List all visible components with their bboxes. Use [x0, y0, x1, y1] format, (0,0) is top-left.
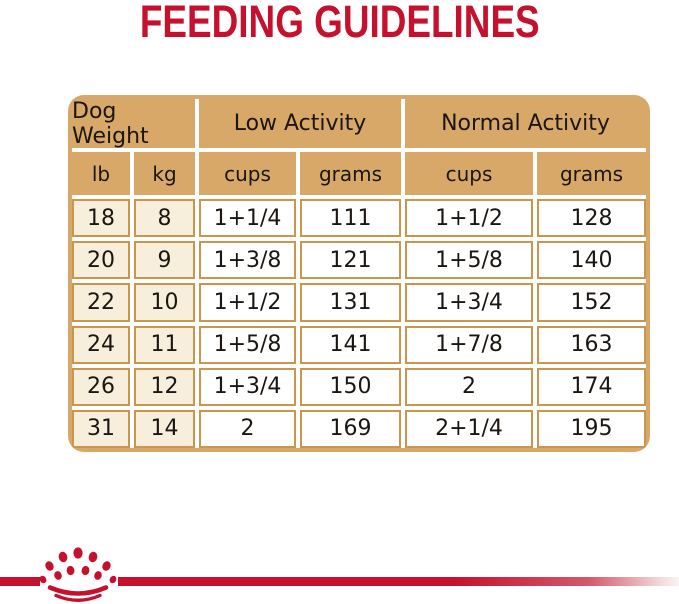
bottom-red-band-left — [0, 577, 40, 586]
cell-r5-kg: 12 — [134, 368, 195, 406]
group-header-dog-weight: Dog Weight — [72, 99, 195, 148]
page-title — [0, 0, 679, 48]
cell-r3-lb: 22 — [72, 283, 130, 321]
cell-r4-low-grams: 141 — [300, 326, 401, 364]
cell-r2-low-grams: 121 — [300, 241, 401, 279]
feeding-table-grid — [72, 99, 646, 448]
cell-r6-low-cups: 2 — [199, 410, 296, 448]
cell-r3-normal-cups: 1+3/4 — [405, 283, 533, 321]
cell-r3-low-grams: 131 — [300, 283, 401, 321]
column-header-low-grams: grams — [300, 152, 401, 195]
cell-r5-normal-grams: 174 — [537, 368, 646, 406]
cell-r6-kg: 14 — [134, 410, 195, 448]
column-header-normal-grams: grams — [537, 152, 646, 195]
column-header-normal-cups: cups — [405, 152, 533, 195]
cell-r2-normal-grams: 140 — [537, 241, 646, 279]
column-header-kg: kg — [134, 152, 195, 195]
cell-r3-normal-grams: 152 — [537, 283, 646, 321]
column-header-lb: lb — [72, 152, 130, 195]
group-header-normal-activity: Normal Activity — [405, 99, 646, 148]
cell-r1-low-cups: 1+1/4 — [199, 199, 296, 237]
cell-r6-normal-grams: 195 — [537, 410, 646, 448]
feeding-table — [68, 95, 650, 452]
bottom-red-band-right — [118, 577, 679, 586]
cell-r4-lb: 24 — [72, 326, 130, 364]
cell-r4-low-cups: 1+5/8 — [199, 326, 296, 364]
royal-canin-crown-logo-icon — [37, 546, 119, 604]
cell-r1-kg: 8 — [134, 199, 195, 237]
column-header-low-cups: cups — [199, 152, 296, 195]
cell-r1-lb: 18 — [72, 199, 130, 237]
cell-r6-low-grams: 169 — [300, 410, 401, 448]
cell-r5-lb: 26 — [72, 368, 130, 406]
cell-r5-normal-cups: 2 — [405, 368, 533, 406]
cell-r4-normal-grams: 163 — [537, 326, 646, 364]
cell-r5-low-grams: 150 — [300, 368, 401, 406]
cell-r2-low-cups: 1+3/8 — [199, 241, 296, 279]
cell-r3-low-cups: 1+1/2 — [199, 283, 296, 321]
page-title-text: FEEDING GUIDELINES — [139, 0, 540, 47]
cell-r2-kg: 9 — [134, 241, 195, 279]
cell-r6-lb: 31 — [72, 410, 130, 448]
cell-r2-normal-cups: 1+5/8 — [405, 241, 533, 279]
cell-r2-lb: 20 — [72, 241, 130, 279]
cell-r6-normal-cups: 2+1/4 — [405, 410, 533, 448]
group-header-low-activity: Low Activity — [199, 99, 401, 148]
cell-r4-kg: 11 — [134, 326, 195, 364]
cell-r1-normal-cups: 1+1/2 — [405, 199, 533, 237]
cell-r1-low-grams: 111 — [300, 199, 401, 237]
cell-r1-normal-grams: 128 — [537, 199, 646, 237]
cell-r3-kg: 10 — [134, 283, 195, 321]
cell-r5-low-cups: 1+3/4 — [199, 368, 296, 406]
cell-r4-normal-cups: 1+7/8 — [405, 326, 533, 364]
